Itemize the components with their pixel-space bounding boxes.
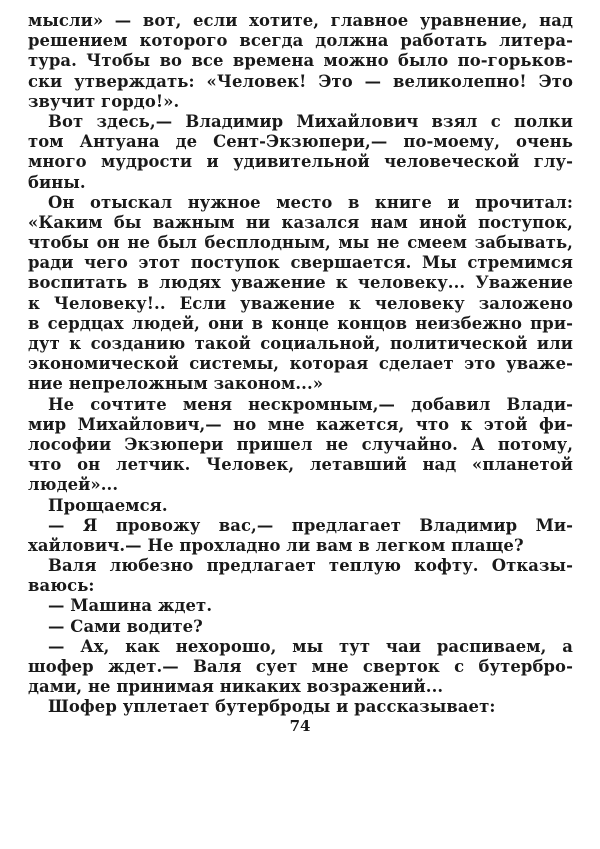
text-line: Он отыскал нужное место в книге и прочитал:: [48, 192, 573, 212]
text-line: мысли» — вот, если хотите, главное уравнение, над: [28, 11, 573, 30]
text-line: бины.: [28, 172, 86, 192]
page-number: 74: [289, 717, 311, 735]
text-line: том Антуана де Сент-Экзюпери,— по-моему, очень: [28, 132, 573, 152]
text-line: мир Михайлович,— но мне кажется, что к этой фи-: [28, 414, 573, 434]
text-line: звучит гордо!».: [28, 91, 180, 111]
text-line: Не сочтите меня нескромным,— добавил Влади-: [48, 394, 573, 414]
text-line: хайлович.— Не прохладно ли вам в легком плаще?: [28, 535, 524, 555]
text-line: — Ах, как нехорошо, мы тут чаи распиваем, а: [48, 636, 573, 656]
text-line: тура. Чтобы во все времена можно было по-горьков-: [28, 51, 573, 71]
text-line: — Сами водите?: [48, 616, 203, 636]
text-line: ски утверждать: «Человек! Это — великолепно! Это: [28, 71, 573, 91]
text-line: в сердцах людей, они в конце концов неизбежно при-: [28, 313, 573, 333]
page-body: [28, 11, 573, 718]
text-line: ние непреложным законом...»: [28, 374, 324, 394]
text-line: — Машина ждет.: [48, 596, 213, 616]
text-line: дут к созданию такой социальной, политической или: [28, 334, 573, 353]
text-line: — Я провожу вас,— предлагает Владимир Ми-: [48, 515, 573, 535]
text-line: что он летчик. Человек, летавший над «планетой: [28, 455, 573, 475]
text-line: чтобы он не был бесплодным, мы не смеем забывать,: [28, 233, 573, 253]
text-line: воспитать в людях уважение к человеку... Уважение: [28, 273, 573, 293]
text-line: людей»...: [28, 475, 119, 495]
text-line: Вот здесь,— Владимир Михайлович взял с полки: [48, 111, 573, 131]
text-line: решением которого всегда должна работать литера-: [28, 31, 573, 51]
text-line: Шофер уплетает бутерброды и рассказывает:: [48, 697, 496, 717]
text-line: лософии Экзюпери пришел не случайно. А потому,: [28, 434, 573, 454]
text-line: «Каким бы важным ни казался нам иной поступок,: [28, 212, 573, 232]
text-line: экономической системы, которая сделает это уваже-: [28, 354, 573, 374]
text-line: ваюсь:: [28, 576, 95, 596]
text-line: много мудрости и удивительной человеческой глу-: [28, 152, 573, 172]
text-line: ради чего этот поступок свершается. Мы стремимся: [28, 253, 573, 273]
text-line: Валя любезно предлагает теплую кофту. Отказы-: [48, 556, 573, 576]
text-line: Прощаемся.: [48, 495, 168, 515]
text-line: шофер ждет.— Валя сует мне сверток с бутербро-: [28, 657, 573, 676]
text-line: к Человеку!.. Если уважение к человеку заложено: [28, 293, 573, 313]
text-line: дами, не принимая никаких возражений...: [28, 677, 444, 697]
